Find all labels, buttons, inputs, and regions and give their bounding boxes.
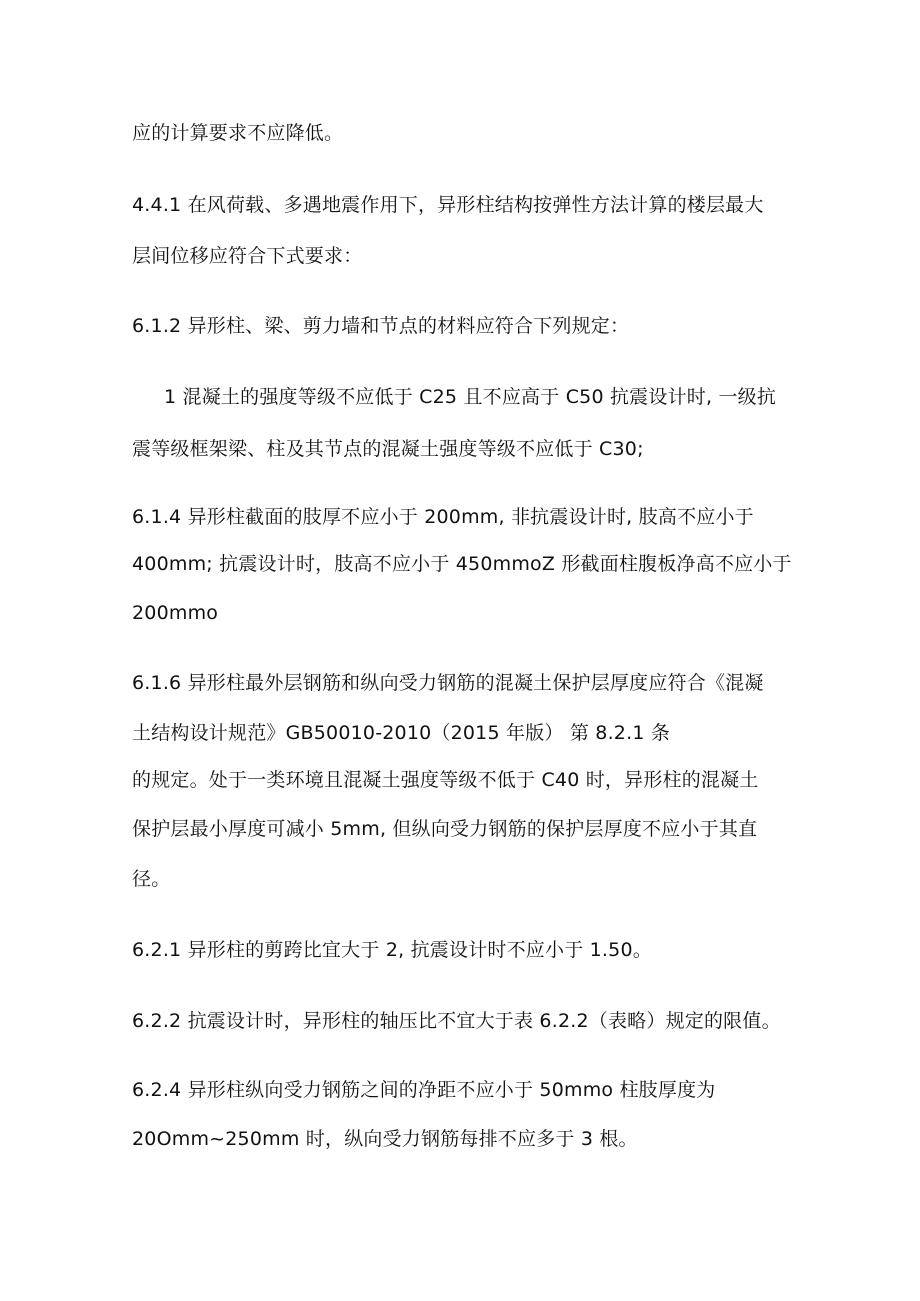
text-line-1: 应的计算要求不应降低。: [132, 122, 344, 144]
clause-6-1-6-line-1: 6.1.6 异形柱最外层钢筋和纵向受力钢筋的混凝土保护层厚度应符合《混凝: [132, 672, 764, 694]
clause-6-1-4-line-2: 400mm; 抗震设计时，肢高不应小于 450mmoZ 形截面柱腹板净高不应小于: [132, 553, 792, 575]
clause-6-1-6-line-5: 径。: [132, 868, 171, 890]
clause-6-2-2: 6.2.2 抗震设计时，异形柱的轴压比不宜大于表 6.2.2（表略）规定的限值。: [132, 1010, 781, 1032]
clause-6-1-2-item-1-line-1: 1 混凝土的强度等级不应低于 C25 且不应高于 C50 抗震设计时, 一级抗: [164, 386, 777, 408]
clause-6-1-2-item-1-line-2: 震等级框架梁、柱及其节点的混凝土强度等级不应低于 C30;: [132, 438, 644, 460]
clause-6-1-4-line-3: 200mmo: [132, 602, 219, 624]
clause-6-2-1: 6.2.1 异形柱的剪跨比宜大于 2, 抗震设计时不应小于 1.50。: [132, 939, 652, 961]
clause-4-4-1-line-2: 层间位移应符合下式要求：: [132, 245, 363, 267]
clause-6-1-6-line-2: 土结构设计规范》GB50010-2010（2015 年版） 第 8.2.1 条: [132, 722, 671, 744]
clause-6-1-4-line-1: 6.1.4 异形柱截面的肢厚不应小于 200mm, 非抗震设计时, 肢高不应小于: [132, 506, 754, 528]
clause-6-2-4-line-1: 6.2.4 异形柱纵向受力钢筋之间的净距不应小于 50mmo 柱肢厚度为: [132, 1079, 716, 1101]
clause-6-1-6-line-3: 的规定。处于一类环境且混凝土强度等级不低于 C40 时，异形柱的混凝土: [132, 769, 759, 791]
clause-6-2-4-line-2: 20Omm~250mm 时，纵向受力钢筋每排不应多于 3 根。: [132, 1128, 638, 1150]
clause-6-1-2: 6.1.2 异形柱、梁、剪力墙和节点的材料应符合下列规定：: [132, 315, 630, 337]
clause-4-4-1-line-1: 4.4.1 在风荷载、多遇地震作用下，异形柱结构按弹性方法计算的楼层最大: [132, 194, 764, 216]
clause-6-1-6-line-4: 保护层最小厚度可减小 5mm, 但纵向受力钢筋的保护层厚度不应小于其直: [132, 818, 758, 840]
